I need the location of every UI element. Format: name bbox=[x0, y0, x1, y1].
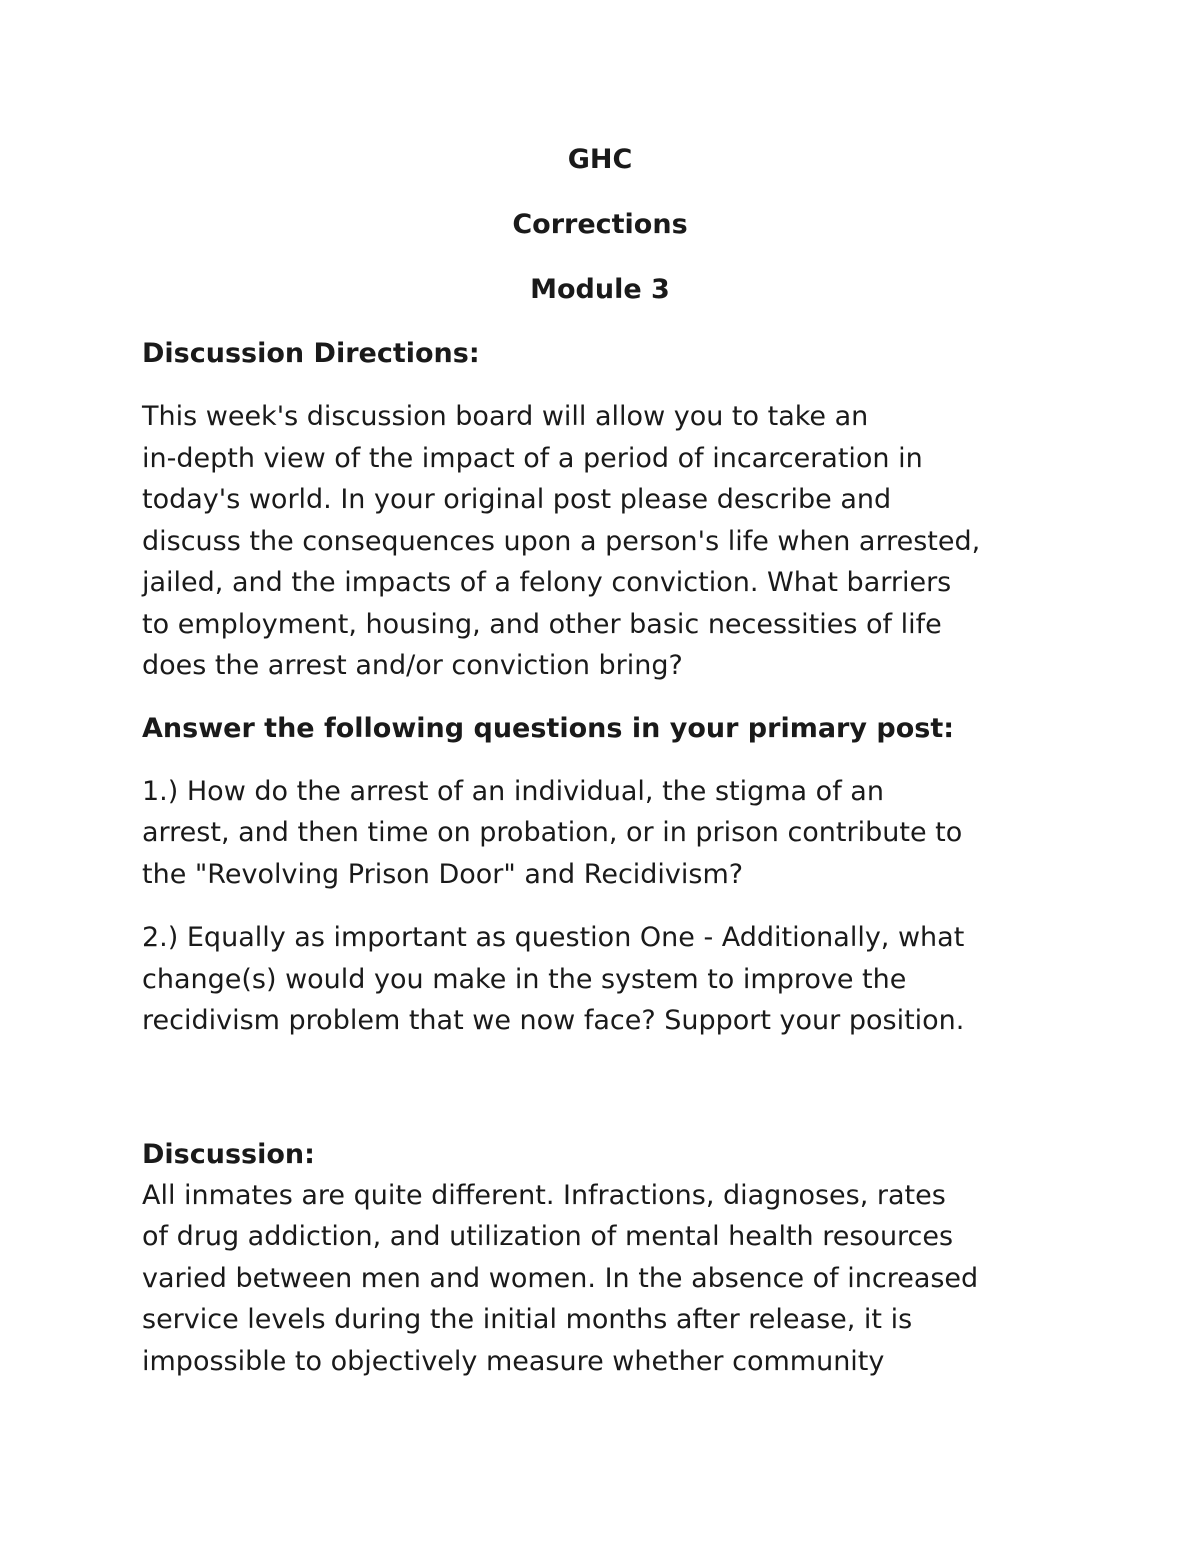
questions-heading: Answer the following questions in your primary post: bbox=[142, 712, 955, 744]
text-line: discuss the consequences upon a person's life when arrested, bbox=[142, 525, 981, 557]
discussion-heading: Discussion: bbox=[142, 1138, 315, 1170]
text-line: change(s) would you make in the system to improve the bbox=[142, 963, 907, 995]
discussion-paragraph bbox=[142, 1175, 1072, 1383]
directions-heading: Discussion Directions: bbox=[142, 338, 480, 369]
text-line: impossible to objectively measure whether community bbox=[142, 1345, 885, 1377]
text-line: the "Revolving Prison Door" and Recidivism? bbox=[142, 858, 744, 890]
title-ghc: GHC bbox=[567, 144, 633, 175]
title-module: Module 3 bbox=[530, 274, 670, 305]
text-line: All inmates are quite different. Infractions, diagnoses, rates bbox=[142, 1179, 946, 1211]
question-one bbox=[142, 771, 1072, 896]
text-line: arrest, and then time on probation, or in prison contribute to bbox=[142, 817, 963, 848]
text-line: recidivism problem that we now face? Support your position. bbox=[142, 1005, 965, 1036]
text-line: to employment, housing, and other basic necessities of life bbox=[142, 608, 942, 640]
text-line: This week's discussion board will allow you to take an bbox=[142, 401, 869, 432]
text-line: jailed, and the impacts of a felony conviction. What barriers bbox=[142, 567, 952, 598]
text-line: service levels during the initial months after release, it is bbox=[142, 1304, 913, 1335]
question-two bbox=[142, 917, 1072, 1042]
title-course: Corrections bbox=[512, 209, 688, 240]
text-line: of drug addiction, and utilization of mental health resources bbox=[142, 1221, 954, 1252]
text-line: 2.) Equally as important as question One - Additionally, what bbox=[142, 922, 965, 953]
text-line: 1.) How do the arrest of an individual, the stigma of an bbox=[142, 775, 884, 807]
directions-paragraph bbox=[142, 396, 1072, 687]
text-line: in-depth view of the impact of a period of incarceration in bbox=[142, 442, 923, 474]
text-line: does the arrest and/or conviction bring? bbox=[142, 650, 683, 681]
text-line: varied between men and women. In the absence of increased bbox=[142, 1262, 979, 1294]
text-line: today's world. In your original post please describe and bbox=[142, 484, 892, 515]
document-page bbox=[142, 140, 1072, 1382]
